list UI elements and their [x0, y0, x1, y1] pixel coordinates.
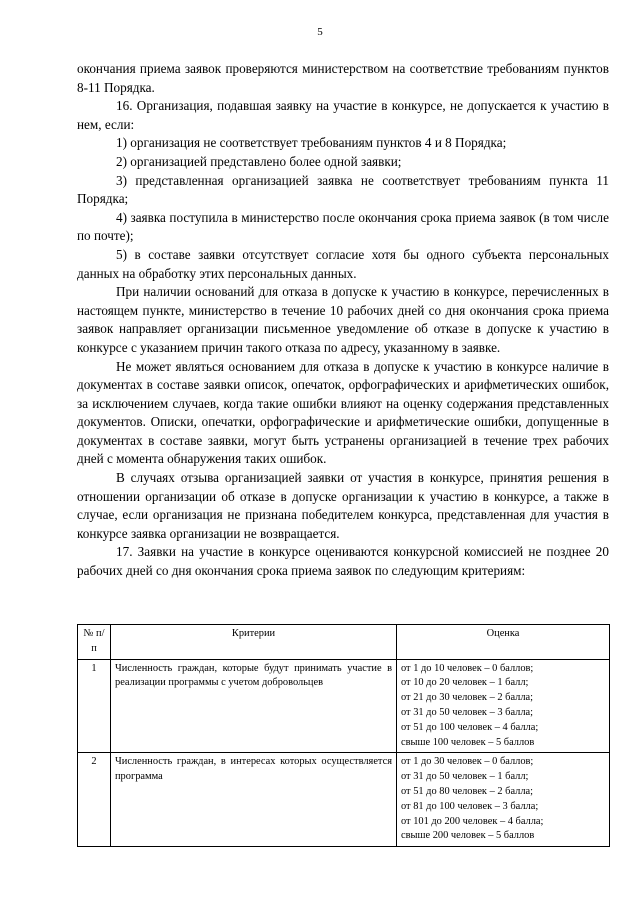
score-line: от 10 до 20 человек – 1 балл;: [401, 677, 529, 689]
row-criterion: Численность граждан, в интересах которых осуществляется программа: [111, 753, 397, 847]
paragraph-clause-17: 17. Заявки на участие в конкурсе оцениваются конкурсной комиссией не позднее 20 рабочих дней со дня окончания срока приема заявок по следующим критериям:: [77, 544, 609, 579]
table-row: [78, 753, 610, 847]
row-scores: [397, 659, 610, 753]
score-line: от 101 до 200 человек – 4 балла;: [401, 815, 544, 827]
criteria-table: [77, 624, 610, 847]
list-item-4: 4) заявка поступила в министерство после окончания срока приема заявок (в том числе по почте);: [77, 209, 609, 244]
paragraph-continuation: окончания приема заявок проверяются министерством на соответствие требованиям пунктов 8-11 Порядка.: [77, 61, 609, 95]
list-item-5: 5) в составе заявки отсутствует согласие хотя бы одного субъекта персональных данных на обработку этих персональных данных.: [77, 246, 609, 281]
score-line: свыше 200 человек – 5 баллов: [401, 830, 535, 842]
score-line: от 51 до 80 человек – 2 балла;: [401, 785, 534, 797]
header-criterion: Критерии: [111, 625, 397, 660]
score-line: от 31 до 50 человек – 1 балл;: [401, 771, 529, 783]
header-num: № п/п: [78, 625, 111, 660]
score-line: от 1 до 10 человек – 0 баллов;: [401, 662, 534, 674]
page-number: 5: [317, 26, 323, 38]
row-num: 1: [78, 659, 111, 753]
table-row: [78, 659, 610, 753]
document-body: [77, 60, 609, 581]
row-criterion: Численность граждан, которые будут принимать участие в реализации программы с учетом добровольцев: [111, 659, 397, 753]
paragraph-withdrawal: В случаях отзыва организацией заявки от участия в конкурсе, принятия решения в отношении организации об отказе в допуске организации к участию в конкурсе, а также в случае, если организация не признана победителем конкурса, представленная для участия в конкурсе заявка организации не возвращается.: [77, 470, 609, 541]
score-line: от 51 до 100 человек – 4 балла;: [401, 721, 539, 733]
row-scores: [397, 753, 610, 847]
score-line: от 1 до 30 человек – 0 баллов;: [401, 756, 534, 768]
list-item-1: 1) организация не соответствует требованиям пунктов 4 и 8 Порядка;: [116, 135, 507, 151]
score-line: свыше 100 человек – 5 баллов: [401, 736, 535, 748]
paragraph-typos: Не может являться основанием для отказа в допуске к участию в конкурсе наличие в документах в составе заявки описок, опечаток, орфографических и арифметических ошибок, за исключением случаев, когда такие ошибки влияют на оценку содержания представленных документов. Описки, опечатки, орфографические и арифметические ошибки, допущенные в документах в составе заявки, могут быть устранены организацией в течение трех рабочих дней с момента обнаружения таких ошибок.: [77, 358, 609, 467]
score-line: от 31 до 50 человек – 3 балла;: [401, 706, 534, 718]
score-line: от 81 до 100 человек – 3 балла;: [401, 800, 539, 812]
list-item-2: 2) организацией представлено более одной заявки;: [116, 153, 402, 169]
list-item-3: 3) представленная организацией заявка не соответствует требованиям пункта 11 Порядка;: [77, 172, 609, 207]
paragraph-refusal-notice: При наличии оснований для отказа в допуске к участию в конкурсе, перечисленных в настоящем пункте, министерство в течение 10 рабочих дней со дня окончания срока приема заявок направляет организации письменное уведомление об отказе в допуске к участию в конкурсе с указанием причин такого отказа по адресу, указанному в заявке.: [77, 284, 609, 355]
table-header-row: [78, 625, 610, 660]
score-line: от 21 до 30 человек – 2 балла;: [401, 692, 534, 704]
row-num: 2: [78, 753, 111, 847]
header-score: Оценка: [397, 625, 610, 660]
paragraph-clause-16: 16. Организация, подавшая заявку на участие в конкурсе, не допускается к участию в нем, если:: [77, 98, 609, 132]
